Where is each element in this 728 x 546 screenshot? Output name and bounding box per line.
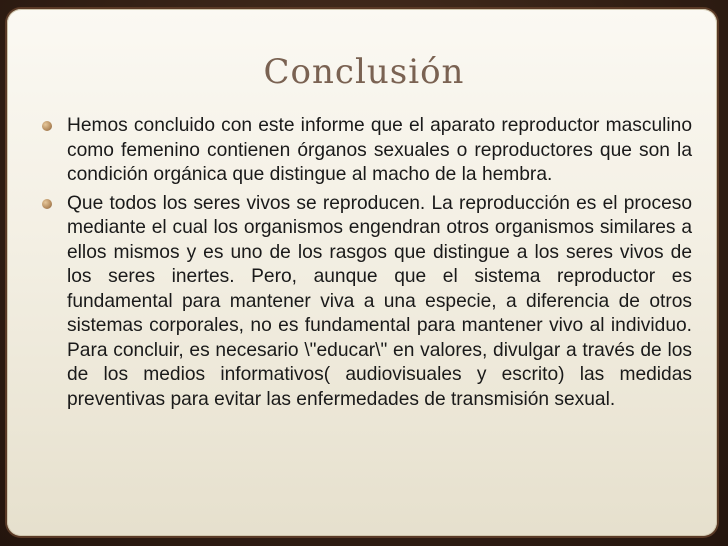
- bullet-dot-icon: [42, 199, 52, 209]
- bullet-text-2: Que todos los seres vivos se reproducen. La reproducción es el proceso mediante el cual los organismos engendran otros organismos similares a ellos mismos y es uno de los rasgos que distingue a los seres vivos de los seres inertes. Pero, aunque que el sistema reproductor es fundamental para mantener viva a una especie, a diferencia de otros sistemas corporales, no es fundamental para mantener vivo al individuo. Para concluir, es necesario \"educar\" en valores, divulgar a través de los de los medios informativos( audiovisuales y escrito) las medidas preventivas para evitar las enfermedades de transmisión sexual.: [67, 192, 692, 410]
- bullet-text-1: Hemos concluido con este informe que el aparato reproductor masculino como femenino contienen órganos sexuales o reproductores que son la condición orgánica que distingue al macho de la hembra.: [67, 115, 692, 185]
- bullet-dot-icon: [42, 121, 52, 131]
- bullet-list: [40, 114, 692, 416]
- slide-title: Conclusión: [263, 52, 465, 92]
- bullet-item-1: [40, 114, 692, 188]
- bullet-item-2: [40, 192, 692, 413]
